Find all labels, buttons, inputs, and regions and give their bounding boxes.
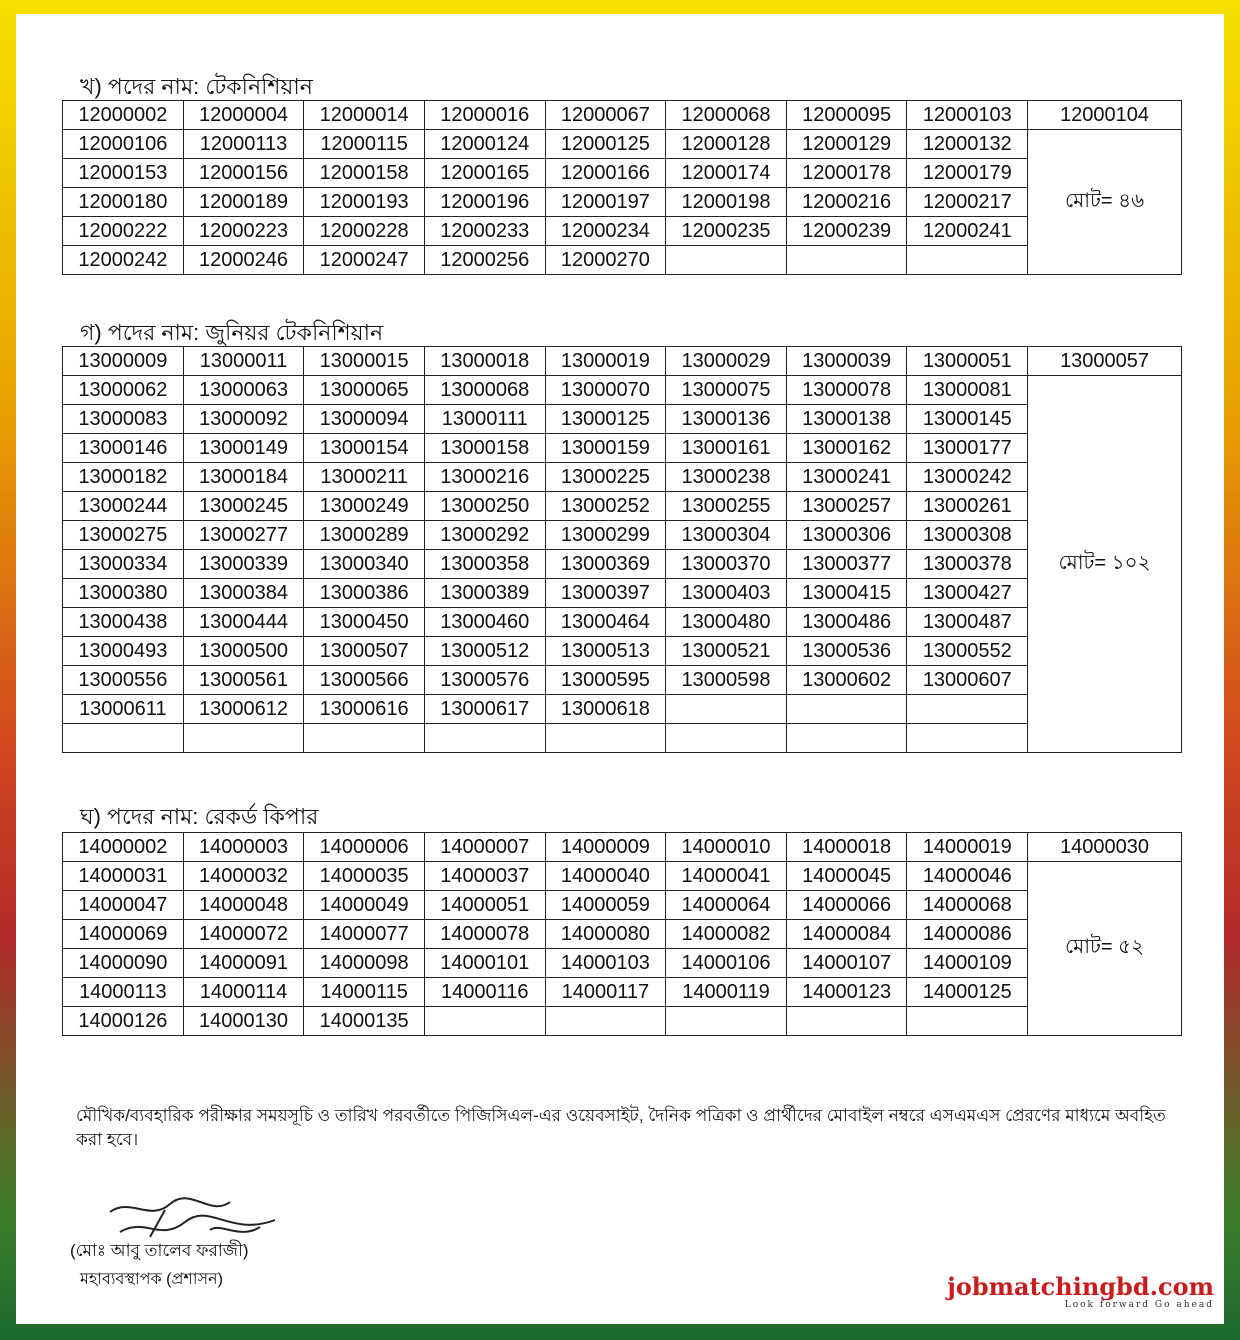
roll-number-cell: 14000090	[63, 949, 184, 978]
roll-number-cell: 13000249	[304, 492, 425, 521]
table-row	[63, 978, 1182, 1007]
roll-number-cell: 13000487	[907, 608, 1028, 637]
roll-number-cell: 13000211	[304, 463, 425, 492]
roll-number-cell: 13000612	[183, 695, 304, 724]
roll-number-cell: 13000162	[786, 434, 907, 463]
roll-number-cell: 14000078	[424, 920, 545, 949]
roll-number-cell: 12000166	[545, 159, 666, 188]
roll-number-cell	[907, 246, 1028, 275]
roll-number-cell: 14000009	[545, 833, 666, 862]
table-row	[63, 891, 1182, 920]
roll-number-cell: 14000084	[786, 920, 907, 949]
roll-number-cell: 13000250	[424, 492, 545, 521]
roll-number-cell: 13000009	[63, 347, 184, 376]
roll-number-cell: 12000125	[545, 130, 666, 159]
roll-number-cell: 14000069	[63, 920, 184, 949]
roll-number-cell: 14000051	[424, 891, 545, 920]
roll-number-cell: 13000125	[545, 405, 666, 434]
roll-number-cell: 13000063	[183, 376, 304, 405]
watermark-tagline: Look forward Go ahead	[1064, 1300, 1214, 1310]
roll-number-cell: 13000177	[907, 434, 1028, 463]
roll-number-cell: 13000029	[666, 347, 787, 376]
roll-number-cell: 14000031	[63, 862, 184, 891]
roll-number-cell: 13000242	[907, 463, 1028, 492]
table-row	[63, 550, 1182, 579]
roll-number-cell: 12000197	[545, 188, 666, 217]
roll-number-cell: 12000014	[304, 101, 425, 130]
roll-number-cell: 12000246	[183, 246, 304, 275]
roll-number-cell: 12000233	[424, 217, 545, 246]
roll-number-cell: 13000536	[786, 637, 907, 666]
roll-number-cell: 14000114	[183, 978, 304, 1007]
roll-number-cell	[666, 246, 787, 275]
table-row	[63, 637, 1182, 666]
roll-number-cell: 14000059	[545, 891, 666, 920]
roll-number-cell: 13000304	[666, 521, 787, 550]
roll-number-cell: 13000602	[786, 666, 907, 695]
roll-number-cell: 14000113	[63, 978, 184, 1007]
roll-number-cell: 14000109	[907, 949, 1028, 978]
roll-number-cell: 12000180	[63, 188, 184, 217]
roll-number-cell	[907, 724, 1028, 753]
roll-number-cell: 13000261	[907, 492, 1028, 521]
roll-number-cell: 13000057	[1028, 347, 1182, 376]
section-title-technician: খ) পদের নাম: টেকনিশিয়ান	[80, 74, 313, 99]
table-row	[63, 246, 1182, 275]
roll-number-cell: 13000556	[63, 666, 184, 695]
roll-number-cell: 12000113	[183, 130, 304, 159]
roll-number-cell: 14000049	[304, 891, 425, 920]
roll-number-cell: 14000135	[304, 1007, 425, 1036]
roll-number-cell: 12000095	[786, 101, 907, 130]
roll-number-cell: 13000611	[63, 695, 184, 724]
roll-number-cell: 13000566	[304, 666, 425, 695]
roll-number-cell: 13000216	[424, 463, 545, 492]
roll-number-cell: 13000015	[304, 347, 425, 376]
roll-number-cell: 13000245	[183, 492, 304, 521]
roll-number-cell: 13000078	[786, 376, 907, 405]
table-row	[63, 949, 1182, 978]
roll-number-cell: 13000149	[183, 434, 304, 463]
roll-number-cell: 13000277	[183, 521, 304, 550]
roll-number-cell: 13000182	[63, 463, 184, 492]
roll-number-cell: 14000064	[666, 891, 787, 920]
roll-number-cell: 12000115	[304, 130, 425, 159]
roll-number-cell: 13000480	[666, 608, 787, 637]
roll-number-cell: 13000306	[786, 521, 907, 550]
roll-number-cell: 13000146	[63, 434, 184, 463]
roll-number-cell: 13000450	[304, 608, 425, 637]
roll-number-cell: 12000196	[424, 188, 545, 217]
table-row	[63, 405, 1182, 434]
roll-number-cell: 13000334	[63, 550, 184, 579]
table-row	[63, 159, 1182, 188]
roll-number-cell: 13000238	[666, 463, 787, 492]
section-title-record-keeper: ঘ) পদের নাম: রেকর্ড কিপার	[80, 804, 319, 829]
roll-number-cell: 12000174	[666, 159, 787, 188]
roll-number-cell: 13000075	[666, 376, 787, 405]
table-row	[63, 376, 1182, 405]
table-row	[63, 608, 1182, 637]
roll-number-cell: 13000595	[545, 666, 666, 695]
roll-number-cell: 13000507	[304, 637, 425, 666]
roll-number-cell: 13000068	[424, 376, 545, 405]
roll-number-cell: 13000486	[786, 608, 907, 637]
table-row	[63, 579, 1182, 608]
roll-number-cell: 12000189	[183, 188, 304, 217]
roll-number-cell: 12000247	[304, 246, 425, 275]
roll-number-cell: 14000045	[786, 862, 907, 891]
roll-number-cell: 13000145	[907, 405, 1028, 434]
roll-number-cell: 13000308	[907, 521, 1028, 550]
roll-number-cell: 13000094	[304, 405, 425, 434]
roll-number-cell: 13000464	[545, 608, 666, 637]
watermark-logo	[947, 1272, 1214, 1314]
roll-number-cell: 13000299	[545, 521, 666, 550]
roll-number-cell: 14000007	[424, 833, 545, 862]
roll-number-cell: 14000119	[666, 978, 787, 1007]
roll-number-cell: 14000107	[786, 949, 907, 978]
roll-number-cell: 12000132	[907, 130, 1028, 159]
roll-number-cell: 13000460	[424, 608, 545, 637]
roll-number-cell: 12000198	[666, 188, 787, 217]
roll-number-cell: 14000002	[63, 833, 184, 862]
roll-number-cell: 13000039	[786, 347, 907, 376]
roll-number-cell: 13000241	[786, 463, 907, 492]
roll-number-cell: 13000161	[666, 434, 787, 463]
roll-number-cell: 13000339	[183, 550, 304, 579]
roll-number-cell: 14000046	[907, 862, 1028, 891]
roll-number-cell: 13000370	[666, 550, 787, 579]
roll-number-cell	[907, 1007, 1028, 1036]
roll-number-cell: 12000178	[786, 159, 907, 188]
roll-number-cell	[786, 724, 907, 753]
roll-number-cell: 13000576	[424, 666, 545, 695]
roll-number-cell	[183, 724, 304, 753]
roll-number-cell: 13000092	[183, 405, 304, 434]
roll-number-cell: 12000103	[907, 101, 1028, 130]
roll-table-technician	[62, 100, 1182, 275]
roll-number-cell: 14000082	[666, 920, 787, 949]
roll-number-cell: 14000010	[666, 833, 787, 862]
roll-number-cell: 13000384	[183, 579, 304, 608]
roll-number-cell: 13000340	[304, 550, 425, 579]
roll-number-cell: 13000415	[786, 579, 907, 608]
roll-number-cell: 12000002	[63, 101, 184, 130]
table-row	[63, 188, 1182, 217]
roll-number-cell: 13000377	[786, 550, 907, 579]
roll-number-cell: 12000104	[1028, 101, 1182, 130]
roll-number-cell: 13000070	[545, 376, 666, 405]
roll-number-cell: 13000019	[545, 347, 666, 376]
roll-number-cell: 13000607	[907, 666, 1028, 695]
roll-number-cell	[424, 724, 545, 753]
roll-number-cell: 12000270	[545, 246, 666, 275]
roll-number-cell: 14000068	[907, 891, 1028, 920]
roll-number-cell: 12000016	[424, 101, 545, 130]
table-row	[63, 833, 1182, 862]
roll-number-cell: 14000040	[545, 862, 666, 891]
roll-number-cell: 13000403	[666, 579, 787, 608]
roll-number-cell: 13000598	[666, 666, 787, 695]
roll-number-cell: 12000179	[907, 159, 1028, 188]
roll-number-cell: 13000138	[786, 405, 907, 434]
table-row	[63, 1007, 1182, 1036]
table-row	[63, 862, 1182, 891]
roll-table-junior-technician	[62, 346, 1182, 753]
roll-number-cell: 13000512	[424, 637, 545, 666]
roll-number-cell: 14000103	[545, 949, 666, 978]
roll-number-cell: 13000369	[545, 550, 666, 579]
roll-number-cell: 14000125	[907, 978, 1028, 1007]
roll-number-cell: 12000239	[786, 217, 907, 246]
roll-number-cell: 13000244	[63, 492, 184, 521]
watermark-text: jobmatchingbd.com	[947, 1272, 1214, 1301]
roll-number-cell: 13000386	[304, 579, 425, 608]
roll-number-cell	[907, 695, 1028, 724]
roll-number-cell: 13000255	[666, 492, 787, 521]
roll-number-cell: 13000289	[304, 521, 425, 550]
roll-number-cell: 12000067	[545, 101, 666, 130]
roll-number-cell: 13000521	[666, 637, 787, 666]
roll-number-cell: 12000124	[424, 130, 545, 159]
roll-number-cell: 13000225	[545, 463, 666, 492]
roll-number-cell: 13000018	[424, 347, 545, 376]
roll-number-cell: 13000184	[183, 463, 304, 492]
roll-number-cell: 14000130	[183, 1007, 304, 1036]
roll-number-cell: 13000427	[907, 579, 1028, 608]
roll-number-cell: 13000616	[304, 695, 425, 724]
roll-number-cell: 12000256	[424, 246, 545, 275]
roll-number-cell: 12000129	[786, 130, 907, 159]
roll-number-cell: 12000158	[304, 159, 425, 188]
roll-number-cell: 12000234	[545, 217, 666, 246]
table-row	[63, 434, 1182, 463]
roll-number-cell: 14000048	[183, 891, 304, 920]
roll-number-cell	[666, 695, 787, 724]
roll-number-cell	[545, 724, 666, 753]
roll-number-cell: 13000257	[786, 492, 907, 521]
table-row	[63, 666, 1182, 695]
roll-number-cell: 13000159	[545, 434, 666, 463]
roll-number-cell	[424, 1007, 545, 1036]
roll-number-cell: 13000389	[424, 579, 545, 608]
table-row	[63, 695, 1182, 724]
roll-number-cell: 14000080	[545, 920, 666, 949]
roll-number-cell: 13000083	[63, 405, 184, 434]
roll-number-cell: 14000030	[1028, 833, 1182, 862]
roll-number-cell: 12000068	[666, 101, 787, 130]
roll-number-cell: 13000065	[304, 376, 425, 405]
table-row	[63, 724, 1182, 753]
roll-number-cell: 13000081	[907, 376, 1028, 405]
roll-number-cell: 14000018	[786, 833, 907, 862]
signatory-name: (মোঃ আবু তালেব ফরাজী)	[70, 1241, 249, 1260]
roll-number-cell: 13000136	[666, 405, 787, 434]
roll-number-cell: 13000111	[424, 405, 545, 434]
roll-number-cell: 12000217	[907, 188, 1028, 217]
signatory-title: মহাব্যবস্থাপক (প্রশাসন)	[80, 1271, 223, 1288]
roll-number-cell: 13000011	[183, 347, 304, 376]
roll-number-cell: 14000072	[183, 920, 304, 949]
roll-number-cell: 14000117	[545, 978, 666, 1007]
roll-number-cell	[666, 1007, 787, 1036]
table-row	[63, 217, 1182, 246]
roll-number-cell	[786, 695, 907, 724]
roll-number-cell: 13000275	[63, 521, 184, 550]
total-count: মোট= ৪৬	[1028, 130, 1182, 275]
document-page	[16, 14, 1224, 1324]
roll-number-cell: 13000154	[304, 434, 425, 463]
roll-number-cell: 14000006	[304, 833, 425, 862]
roll-number-cell: 14000077	[304, 920, 425, 949]
roll-number-cell: 14000091	[183, 949, 304, 978]
roll-number-cell: 12000235	[666, 217, 787, 246]
roll-number-cell: 13000618	[545, 695, 666, 724]
table-row	[63, 521, 1182, 550]
roll-number-cell: 12000193	[304, 188, 425, 217]
roll-number-cell: 14000116	[424, 978, 545, 1007]
roll-number-cell: 14000115	[304, 978, 425, 1007]
roll-number-cell	[786, 1007, 907, 1036]
table-row	[63, 101, 1182, 130]
total-count: মোট= ১০২	[1028, 376, 1182, 753]
roll-number-cell: 14000019	[907, 833, 1028, 862]
roll-number-cell: 13000158	[424, 434, 545, 463]
roll-number-cell: 12000222	[63, 217, 184, 246]
roll-number-cell	[545, 1007, 666, 1036]
roll-number-cell: 14000086	[907, 920, 1028, 949]
roll-number-cell: 13000378	[907, 550, 1028, 579]
roll-number-cell: 13000444	[183, 608, 304, 637]
roll-number-cell: 13000397	[545, 579, 666, 608]
roll-number-cell	[304, 724, 425, 753]
roll-number-cell: 14000101	[424, 949, 545, 978]
roll-number-cell: 12000128	[666, 130, 787, 159]
roll-number-cell: 13000500	[183, 637, 304, 666]
roll-number-cell: 12000228	[304, 217, 425, 246]
roll-number-cell: 12000242	[63, 246, 184, 275]
roll-number-cell: 14000032	[183, 862, 304, 891]
roll-number-cell: 13000552	[907, 637, 1028, 666]
roll-number-cell: 13000380	[63, 579, 184, 608]
roll-table-record-keeper	[62, 832, 1182, 1036]
table-row	[63, 347, 1182, 376]
roll-number-cell	[63, 724, 184, 753]
roll-number-cell	[786, 246, 907, 275]
roll-number-cell: 13000252	[545, 492, 666, 521]
roll-number-cell: 12000241	[907, 217, 1028, 246]
roll-number-cell: 13000617	[424, 695, 545, 724]
roll-number-cell: 13000493	[63, 637, 184, 666]
roll-number-cell: 12000216	[786, 188, 907, 217]
roll-number-cell: 12000165	[424, 159, 545, 188]
roll-number-cell: 13000292	[424, 521, 545, 550]
total-count: মোট= ৫২	[1028, 862, 1182, 1036]
notice-text: মৌখিক/ব্যবহারিক পরীক্ষার সময়সূচি ও তারিখ পরবর্তীতে পিজিসিএল-এর ওয়েবসাইট, দৈনিক পত্রিকা ও প্রার্থীদের মোবাইল নম্বরে এসএমএস প্রেরণের মাধ্যমে অবহিত করা হবে।	[76, 1106, 1166, 1149]
roll-number-cell: 13000513	[545, 637, 666, 666]
roll-number-cell: 14000035	[304, 862, 425, 891]
roll-number-cell: 14000123	[786, 978, 907, 1007]
table-row	[63, 463, 1182, 492]
roll-number-cell: 13000358	[424, 550, 545, 579]
roll-number-cell: 12000156	[183, 159, 304, 188]
roll-number-cell: 12000004	[183, 101, 304, 130]
roll-number-cell: 14000037	[424, 862, 545, 891]
roll-number-cell: 12000106	[63, 130, 184, 159]
roll-number-cell: 14000047	[63, 891, 184, 920]
roll-number-cell: 13000438	[63, 608, 184, 637]
roll-number-cell: 12000223	[183, 217, 304, 246]
roll-number-cell: 12000153	[63, 159, 184, 188]
section-title-junior-technician: গ) পদের নাম: জুনিয়র টেকনিশিয়ান	[80, 320, 384, 345]
roll-number-cell: 13000062	[63, 376, 184, 405]
roll-number-cell: 14000098	[304, 949, 425, 978]
roll-number-cell: 14000066	[786, 891, 907, 920]
roll-number-cell: 14000041	[666, 862, 787, 891]
roll-number-cell	[666, 724, 787, 753]
roll-number-cell: 14000106	[666, 949, 787, 978]
table-row	[63, 492, 1182, 521]
roll-number-cell: 13000051	[907, 347, 1028, 376]
roll-number-cell: 14000003	[183, 833, 304, 862]
table-row	[63, 130, 1182, 159]
table-row	[63, 920, 1182, 949]
roll-number-cell: 14000126	[63, 1007, 184, 1036]
roll-number-cell: 13000561	[183, 666, 304, 695]
